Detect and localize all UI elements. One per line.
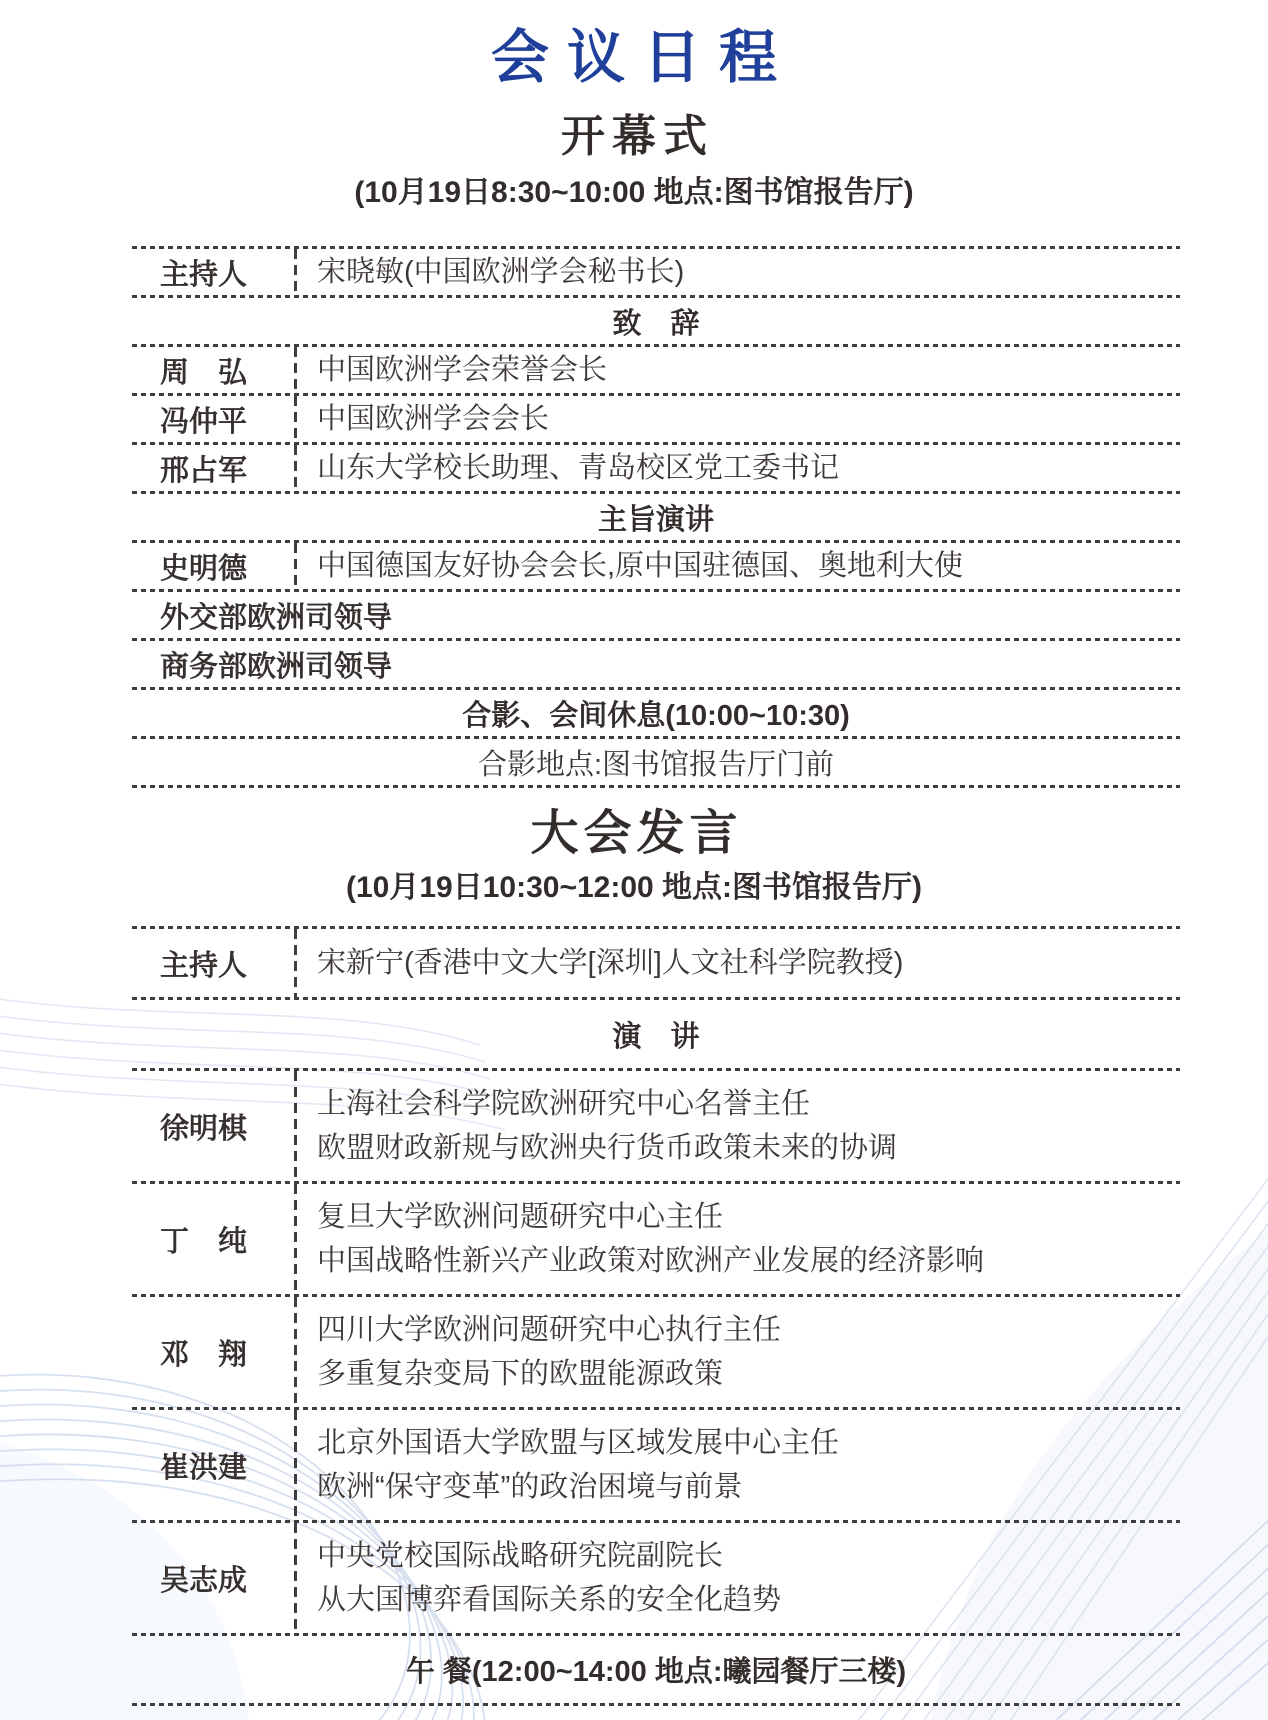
row-label: 周 弘 (160, 356, 248, 389)
table-row-photo-location: 合影地点:图书馆报告厅门前 (477, 748, 835, 781)
opening-schedule: (10月19日8:30~10:00 地点:图书馆报告厅) (354, 176, 914, 209)
speaker-topic: 多重复杂变局下的欧盟能源政策 (317, 1358, 724, 1390)
table-row-speaker (132, 1410, 1180, 1520)
table-row-official: 外交部欧洲司领导 (160, 601, 393, 634)
page-title: 会议日程 (490, 25, 795, 90)
row-label: 主持人 (160, 258, 248, 291)
speaker-title: 中央党校国际战略研究院副院长 (317, 1540, 724, 1572)
row-text: 宋新宁(香港中文大学[深圳]人文社科学院教授) (317, 947, 904, 979)
row-text: 中国德国友好协会会长,原中国驻德国、奥地利大使 (317, 550, 964, 582)
row-label: 邓 翔 (160, 1338, 248, 1371)
opening-heading: 开幕式 (561, 112, 714, 161)
table-row-host (132, 249, 1180, 295)
dotted-divider (132, 785, 1180, 788)
table-row-lunch: 午 餐(12:00~14:00 地点:曦园餐厅三楼) (405, 1656, 907, 1688)
section-subheader-talks: 演 讲 (612, 1020, 700, 1053)
table-row-speaker (132, 1297, 1180, 1407)
row-text: 中国欧洲学会会长 (317, 403, 550, 435)
plenary-heading: 大会发言 (530, 807, 743, 860)
table-row-photo-break: 合影、会间休息(10:00~10:30) (462, 699, 850, 732)
opening-section (0, 112, 1268, 788)
row-text: 中国欧洲学会荣誉会长 (317, 354, 608, 386)
speaker-title: 复旦大学欧洲问题研究中心主任 (317, 1201, 724, 1233)
speaker-topic: 欧洲“保守变革”的政治困境与前景 (317, 1471, 743, 1503)
plenary-table (132, 926, 1180, 1706)
table-row-keynote-speaker (132, 543, 1180, 589)
table-row-speaker (132, 1184, 1180, 1294)
row-label: 吴志成 (160, 1564, 248, 1597)
row-text: 宋晓敏(中国欧洲学会秘书长) (317, 256, 685, 288)
row-label: 主持人 (160, 949, 248, 982)
table-row-speaker (132, 1071, 1180, 1181)
plenary-section (0, 806, 1268, 1706)
dotted-divider (132, 1703, 1180, 1706)
speaker-topic: 欧盟财政新规与欧洲央行货币政策未来的协调 (317, 1132, 898, 1164)
row-label: 丁 纯 (160, 1225, 248, 1258)
table-row-speaker (132, 445, 1180, 491)
row-label: 徐明棋 (160, 1112, 248, 1145)
speaker-title: 四川大学欧洲问题研究中心执行主任 (317, 1314, 782, 1346)
row-label: 史明德 (160, 552, 248, 585)
table-row-official: 商务部欧洲司领导 (160, 650, 393, 683)
row-text: 山东大学校长助理、青岛校区党工委书记 (317, 452, 840, 484)
section-subheader-keynote: 主旨演讲 (597, 503, 714, 536)
speaker-title: 北京外国语大学欧盟与区域发展中心主任 (317, 1427, 840, 1459)
speaker-topic: 中国战略性新兴产业政策对欧洲产业发展的经济影响 (317, 1245, 985, 1277)
row-label: 冯仲平 (160, 405, 248, 438)
speaker-title: 上海社会科学院欧洲研究中心名誉主任 (317, 1088, 811, 1120)
table-row-speaker (132, 396, 1180, 442)
plenary-schedule: (10月19日10:30~12:00 地点:图书馆报告厅) (345, 871, 923, 904)
speaker-topic: 从大国博弈看国际关系的安全化趋势 (317, 1584, 782, 1616)
row-label: 邢占军 (160, 454, 248, 487)
table-row-speaker (132, 1523, 1180, 1633)
row-label: 崔洪建 (160, 1451, 248, 1484)
opening-table (132, 246, 1180, 788)
section-subheader-speeches: 致 辞 (612, 307, 700, 340)
table-row-speaker (132, 347, 1180, 393)
table-row-host (132, 929, 1180, 997)
